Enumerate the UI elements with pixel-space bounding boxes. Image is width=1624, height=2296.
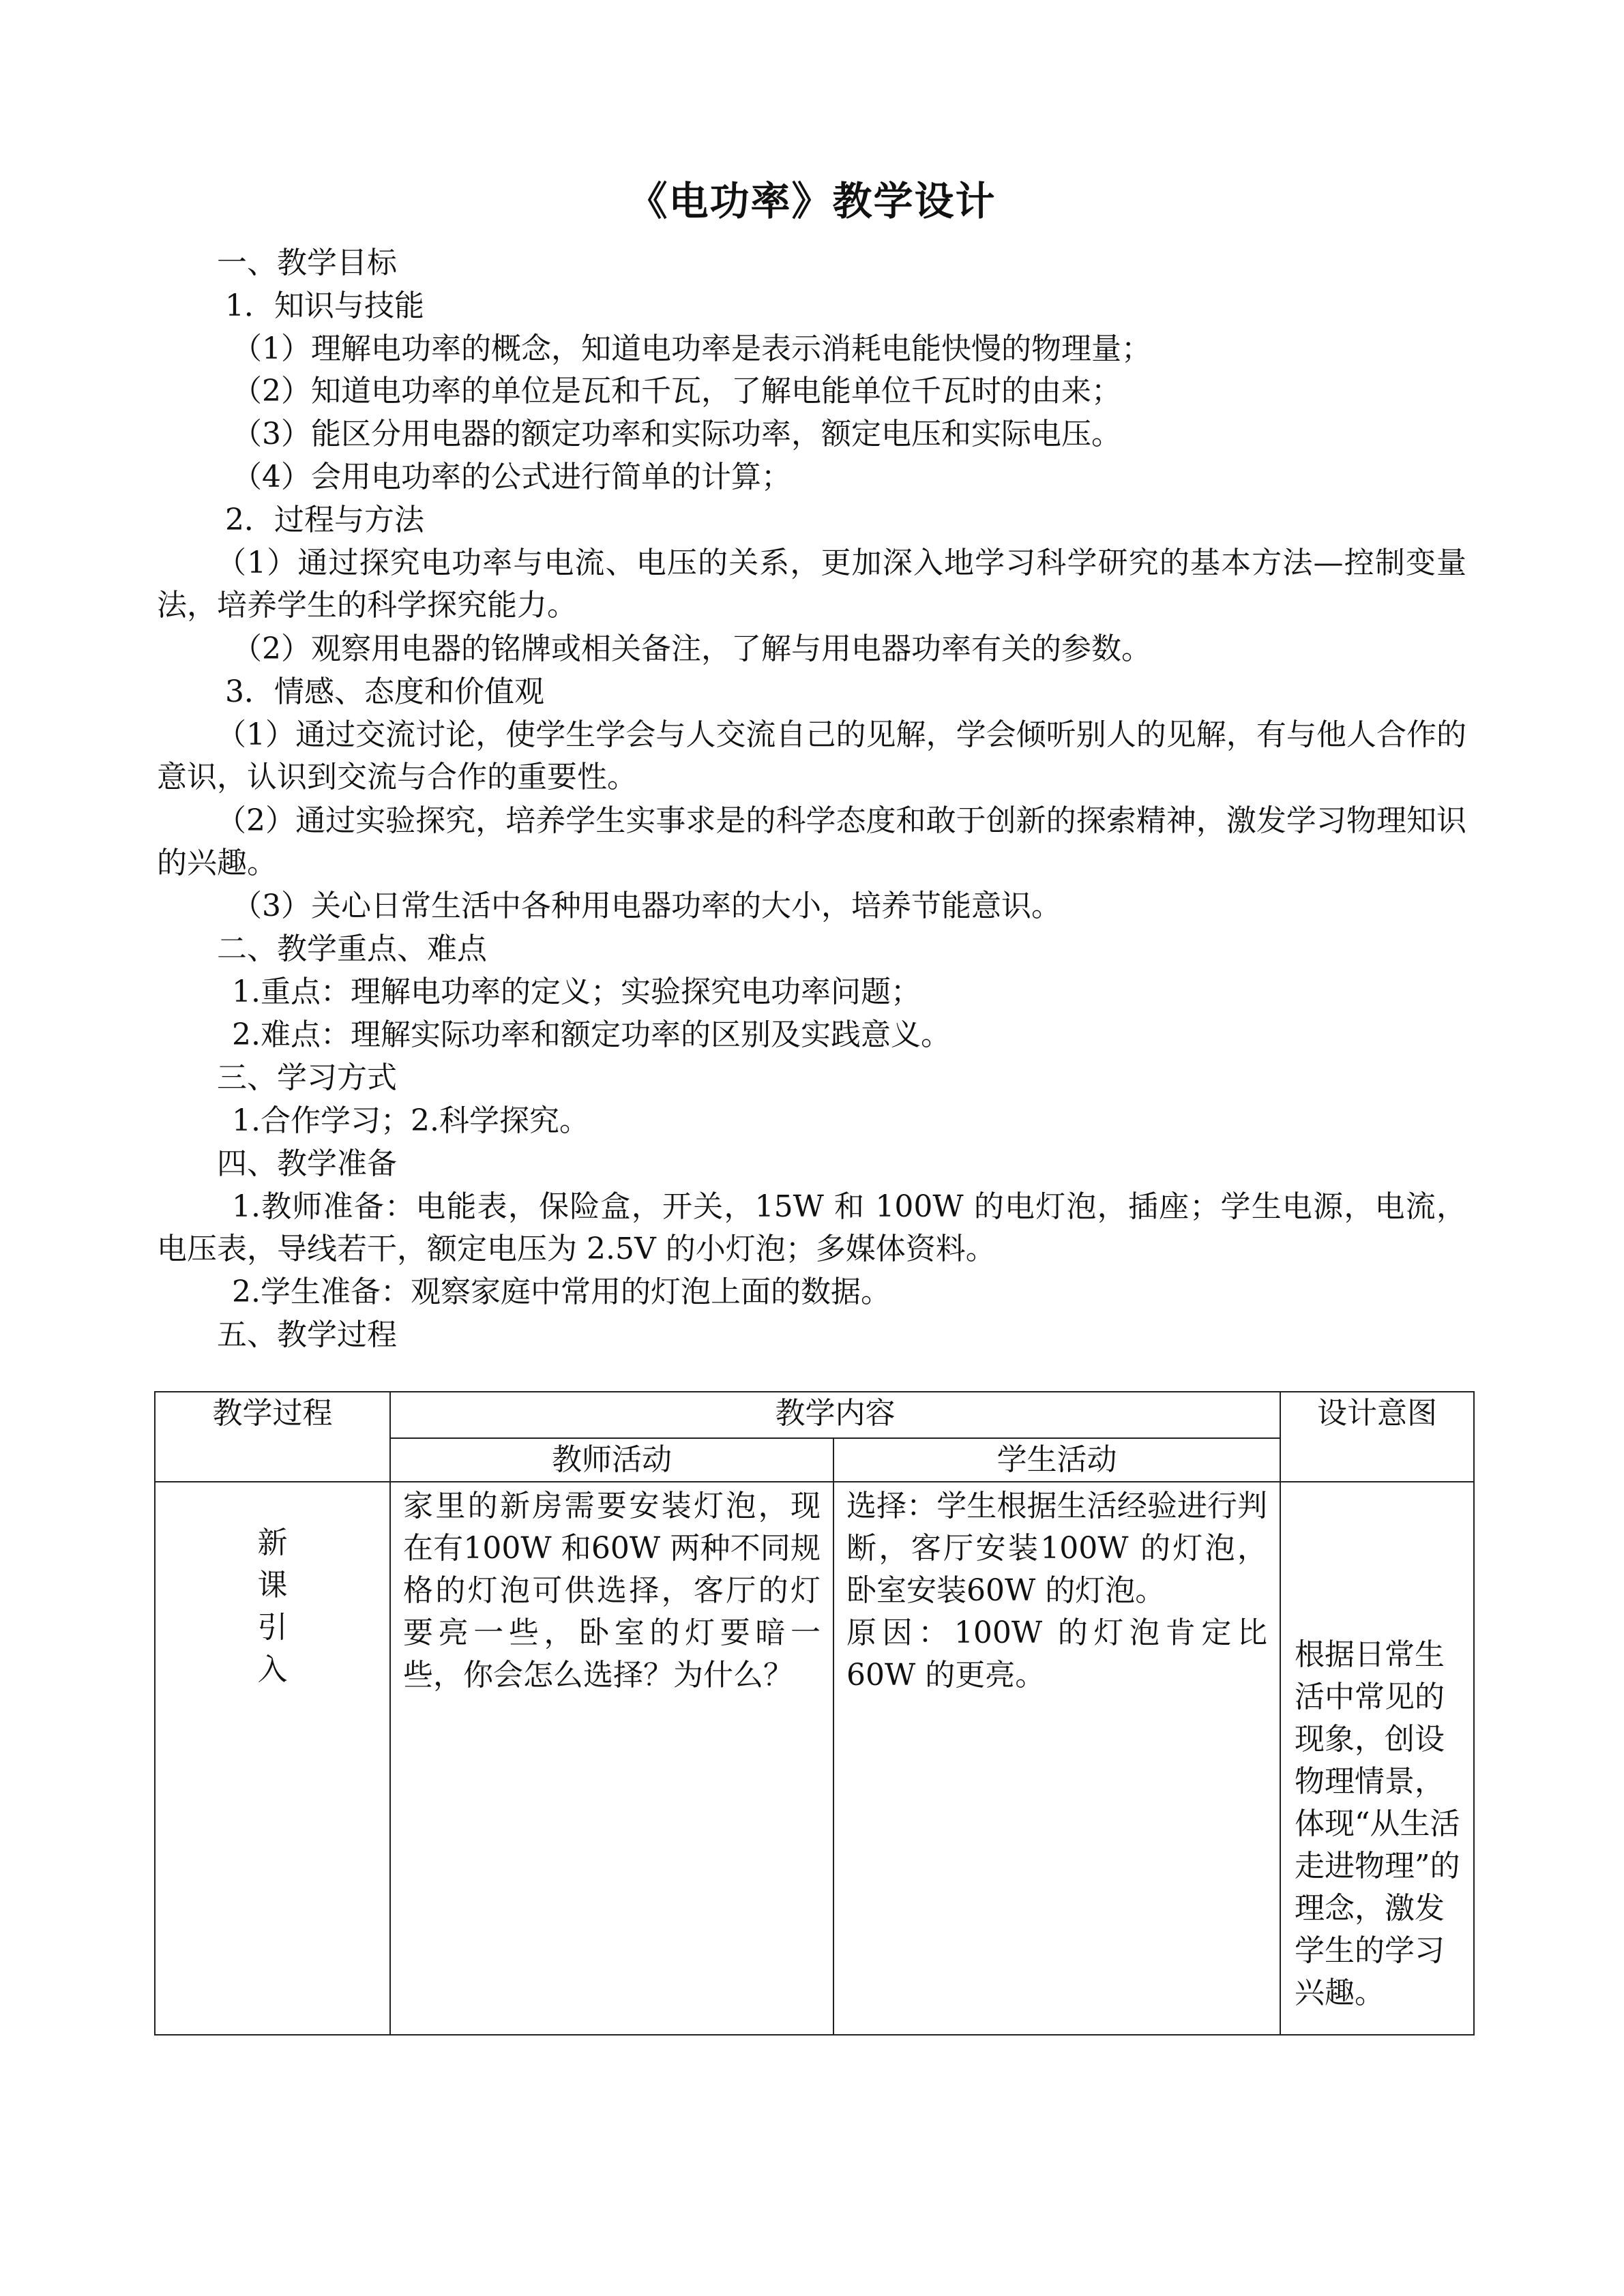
table-header-row: [155, 1392, 1474, 1438]
teaching-process-table: [154, 1391, 1475, 2036]
process-item-1: （1）通过探究电功率与电流、电压的关系，更加深入地学习科学研究的基本方法—控制变量法，培养学生的科学探究能力。: [157, 546, 1466, 623]
teacher-activity-cell: 家里的新房需要安装灯泡，现在有100W 和60W 两种不同规格的灯泡可供选择，客厅的灯要亮一些，卧室的灯要暗一些，你会怎么选择？为什么？: [390, 1482, 833, 2035]
section-heading-preparation: 四、教学准备: [217, 1146, 397, 1181]
subheading-process-method: 2．过程与方法: [225, 503, 424, 537]
knowledge-item-1: （1）理解电功率的概念，知道电功率是表示消耗电能快慢的物理量；: [232, 331, 1151, 366]
section-heading-key-points: 二、教学重点、难点: [217, 931, 487, 966]
section-heading-teaching-process: 五、教学过程: [217, 1317, 397, 1352]
section-heading-learning-mode: 三、学习方式: [217, 1060, 397, 1095]
attitude-item-1: （1）通过交流讨论，使学生学会与人交流自己的见解，学会倾听别人的见解，有与他人合作的意识，认识到交流与合作的重要性。: [157, 717, 1466, 794]
student-preparation: 2.学生准备：观察家庭中常用的灯泡上面的数据。: [232, 1274, 891, 1309]
header-content: 教学内容: [390, 1392, 1280, 1438]
stage-char: 课: [257, 1568, 288, 1602]
design-intent-cell: 根据日常生活中常见的现象，创设物理情景，体现“从生活走进物理”的理念，激发学生的学习兴趣。: [1280, 1482, 1474, 2035]
difficulty-line: 2.难点：理解实际功率和额定功率的区别及实践意义。: [232, 1017, 951, 1052]
attitude-item-2: （2）通过实验探究，培养学生实事求是的科学态度和敢于创新的探索精神，激发学习物理知识的兴趣。: [157, 803, 1466, 880]
table-row: [155, 1482, 1474, 2035]
stage-char: 入: [257, 1652, 288, 1687]
student-activity-cell: [833, 1482, 1280, 2035]
process-item-2: （2）观察用电器的铭牌或相关备注，了解与用电器功率有关的参数。: [232, 631, 1151, 666]
student-activity-choice: 选择：学生根据生活经验进行判断，客厅安装100W 的灯泡，卧室安装60W 的灯泡。: [846, 1489, 1267, 1608]
learning-mode-line: 1.合作学习；2.科学探究。: [232, 1103, 589, 1138]
knowledge-item-4: （4）会用电功率的公式进行简单的计算；: [232, 460, 791, 494]
subheading-attitude-values: 3．情感、态度和价值观: [225, 674, 544, 709]
header-intent: 设计意图: [1280, 1392, 1474, 1482]
key-point-line: 1.重点：理解电功率的定义；实验探究电功率问题；: [232, 974, 921, 1009]
attitude-item-3: （3）关心日常生活中各种用电器功率的大小，培养节能意识。: [232, 889, 1061, 923]
student-activity-reason: 原因：100W 的灯泡肯定比60W 的更亮。: [846, 1615, 1267, 1693]
knowledge-item-2: （2）知道电功率的单位是瓦和千瓦，了解电能单位千瓦时的由来；: [232, 374, 1121, 408]
header-teacher-activity: 教师活动: [390, 1438, 833, 1482]
header-student-activity: 学生活动: [833, 1438, 1280, 1482]
subheading-knowledge-skills: 1．知识与技能: [225, 288, 424, 323]
header-process: 教学过程: [155, 1392, 390, 1482]
section-heading-objectives: 一、教学目标: [217, 245, 397, 280]
document-title: 《电功率》教学设计: [628, 178, 996, 224]
teacher-preparation: 1.教师准备：电能表，保险盒，开关，15W 和 100W 的电灯泡，插座；学生电源，电流，电压表，导线若干，额定电压为 2.5V 的小灯泡；多媒体资料。: [157, 1189, 1466, 1266]
stage-char: 新: [257, 1525, 288, 1560]
stage-cell: [155, 1482, 390, 2035]
knowledge-item-3: （3）能区分用电器的额定功率和实际功率，额定电压和实际电压。: [232, 417, 1121, 451]
stage-char: 引: [257, 1610, 288, 1645]
